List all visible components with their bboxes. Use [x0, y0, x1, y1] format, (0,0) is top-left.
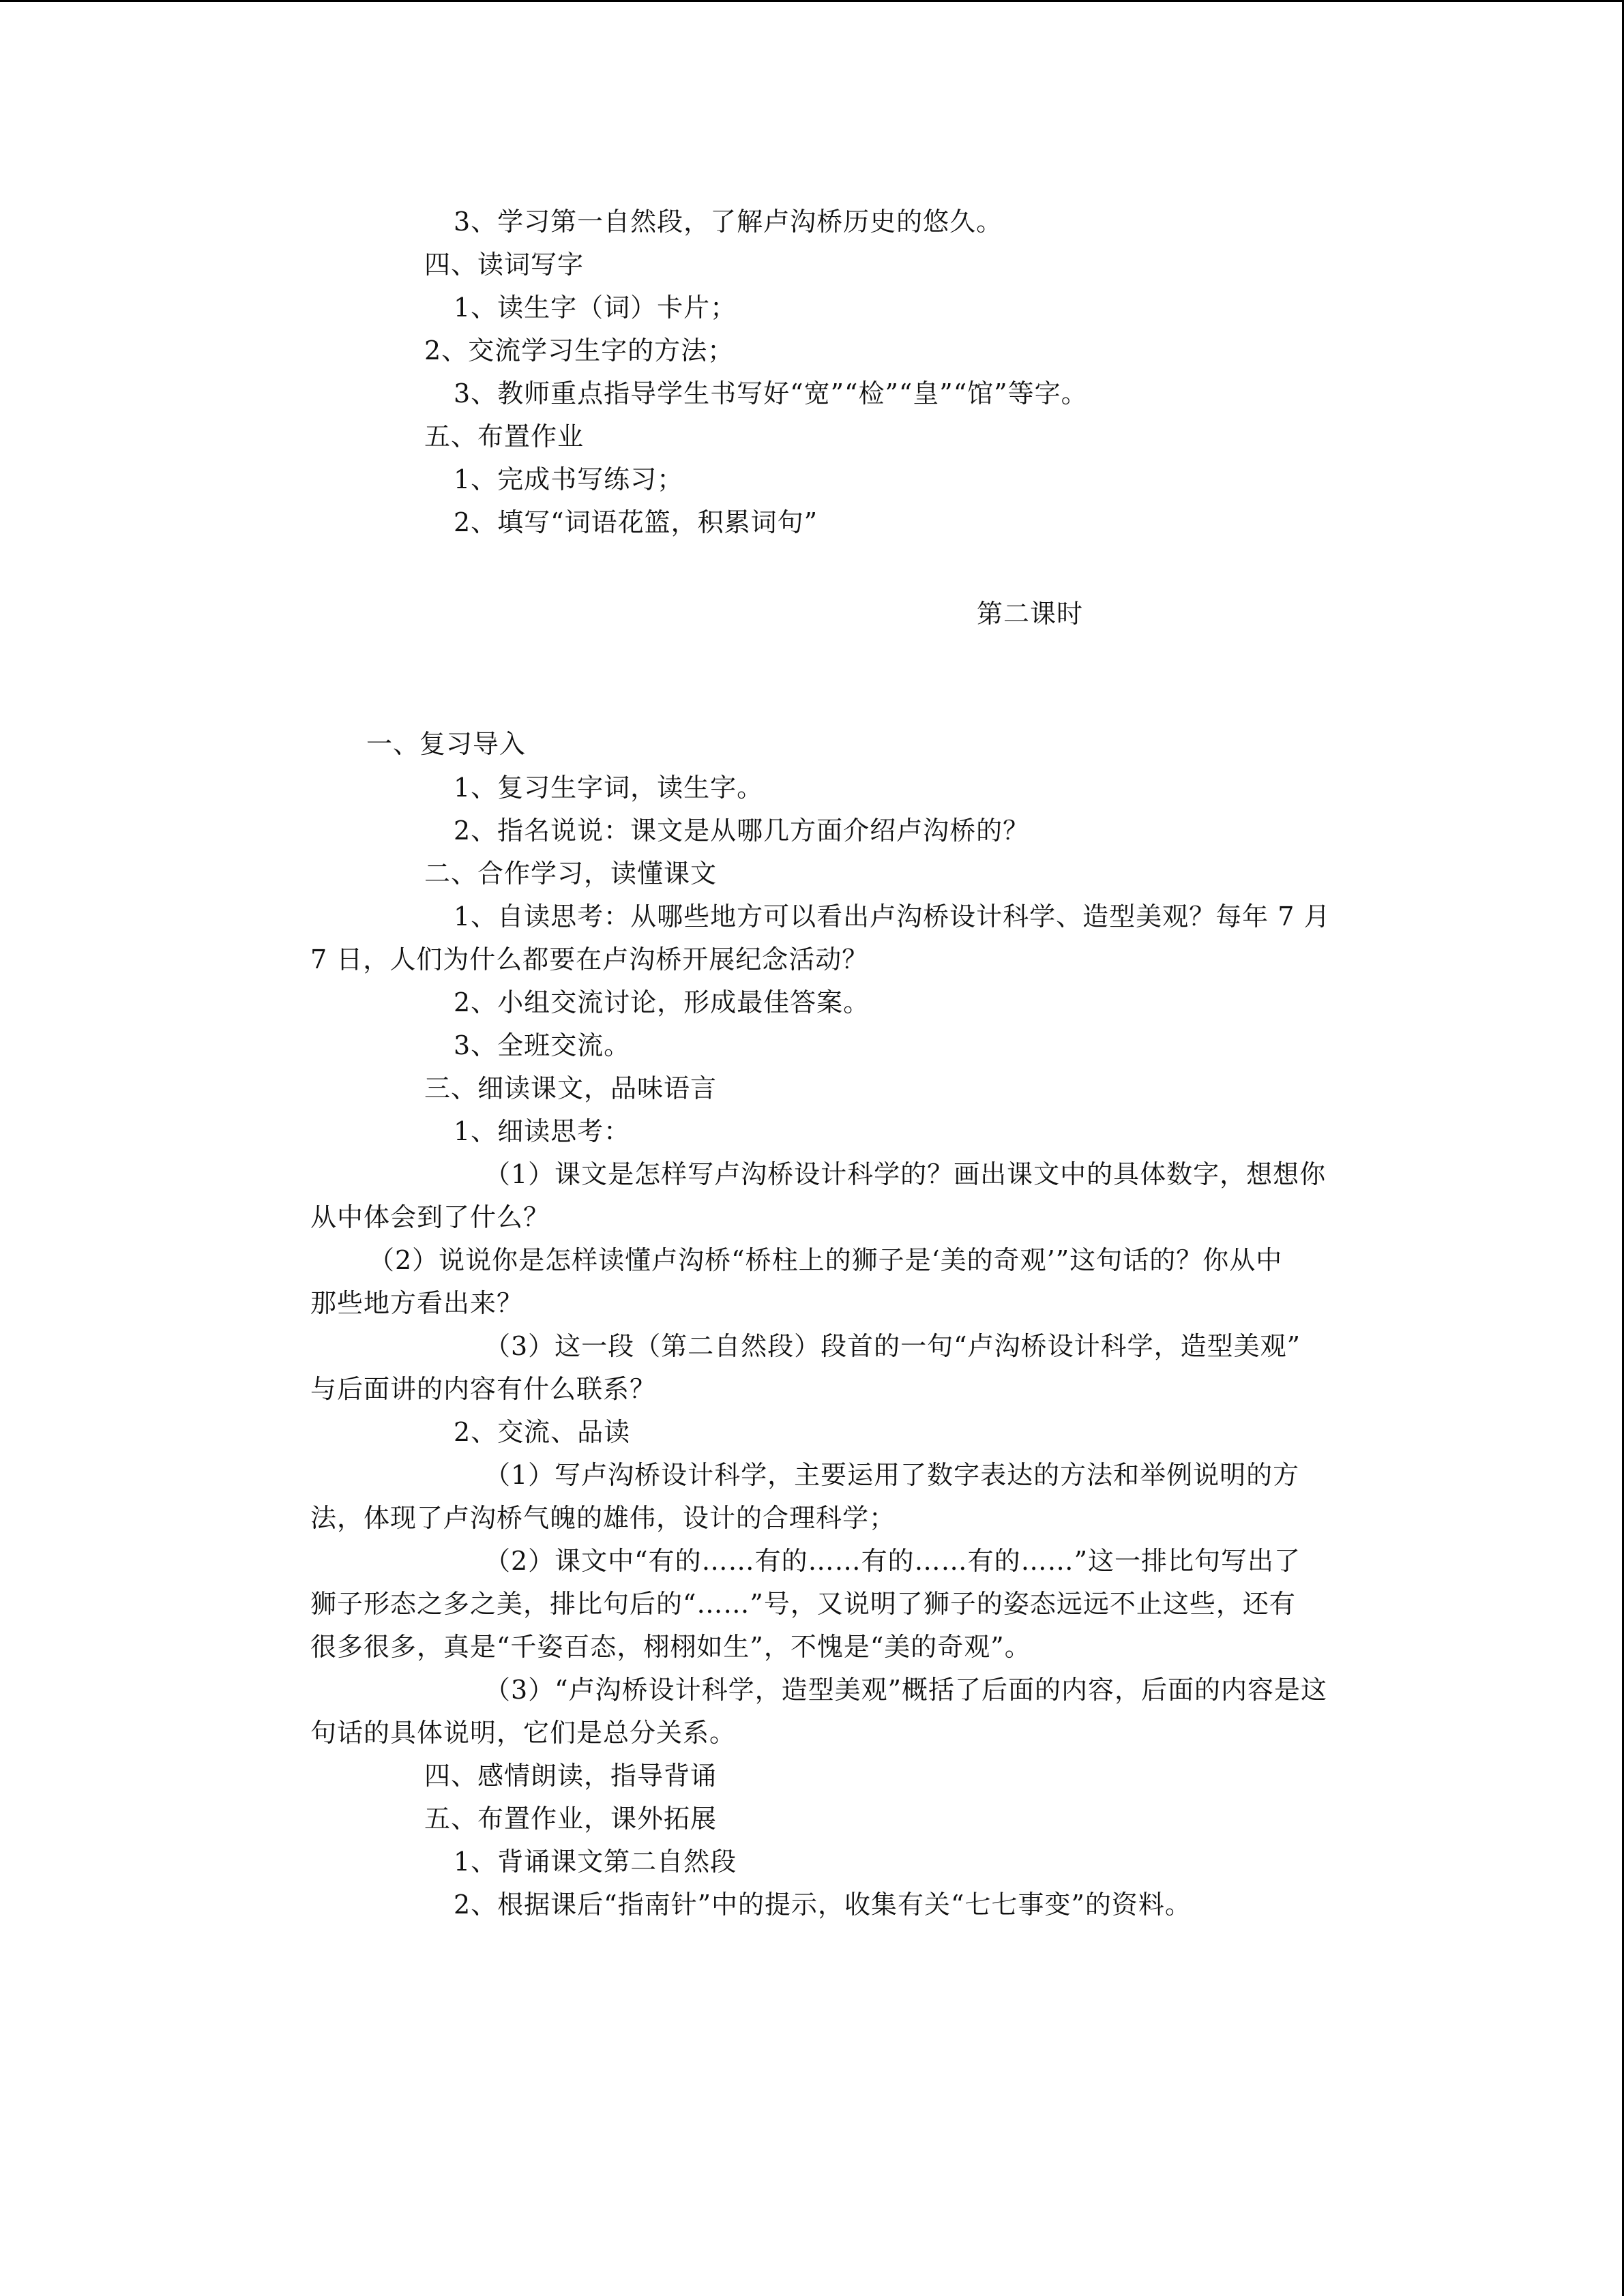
section-heading: 四、读词写字 — [424, 250, 585, 280]
text-line: 2、交流、品读 — [454, 1417, 631, 1447]
text-line: 那些地方看出来？ — [310, 1288, 524, 1318]
text-line: （3）“卢沟桥设计科学，造型美观”概括了后面的内容，后面的内容是这 — [484, 1675, 1328, 1705]
page-top-border — [0, 0, 1624, 2]
text-line: 2、填写“词语花篮，积累词句” — [454, 507, 818, 537]
lesson-title: 第二课时 — [977, 599, 1084, 629]
text-line: 3、教师重点指导学生书写好“宽”“检”“皇”“馆”等字。 — [454, 378, 1088, 408]
section-heading: 四、感情朗读，指导背诵 — [424, 1761, 718, 1791]
text-line: 3、全班交流。 — [454, 1030, 631, 1060]
text-line: 1、细读思考： — [454, 1116, 631, 1146]
text-line: 2、交流学习生字的方法； — [424, 336, 735, 366]
text-line: 7 日，人们为什么都要在卢沟桥开展纪念活动？ — [310, 944, 869, 974]
text-line: 2、指名说说：课文是从哪几方面介绍卢沟桥的？ — [454, 816, 1030, 846]
text-line: 句话的具体说明，它们是总分关系。 — [310, 1718, 737, 1748]
text-line: 1、复习生字词，读生字。 — [454, 773, 764, 803]
text-line: 1、完成书写练习； — [454, 464, 684, 494]
text-line: 3、学习第一自然段，了解卢沟桥历史的悠久。 — [454, 207, 1003, 237]
section-heading: 二、合作学习，读懂课文 — [424, 859, 718, 889]
text-line: 2、根据课后“指南针”中的提示，收集有关“七七事变”的资料。 — [454, 1890, 1192, 1920]
text-line: （1）课文是怎样写卢沟桥设计科学的？画出课文中的具体数字，想想你 — [484, 1159, 1327, 1189]
text-line: （2）课文中“有的……有的……有的……有的……”这一排比句写出了 — [484, 1546, 1301, 1576]
text-line: 1、读生字（词）卡片； — [454, 293, 737, 323]
text-line: 从中体会到了什么？ — [310, 1202, 550, 1232]
text-line: （3）这一段（第二自然段）段首的一句“卢沟桥设计科学，造型美观” — [484, 1331, 1301, 1361]
text-line: 1、自读思考：从哪些地方可以看出卢沟桥设计科学、造型美观？每年 7 月 — [454, 901, 1331, 931]
section-heading: 一、复习导入 — [366, 729, 527, 759]
section-heading: 三、细读课文，品味语言 — [424, 1073, 718, 1103]
section-heading: 五、布置作业，课外拓展 — [424, 1804, 718, 1834]
text-line: 2、小组交流讨论，形成最佳答案。 — [454, 987, 870, 1017]
text-line: （2）说说你是怎样读懂卢沟桥“桥柱上的狮子是‘美的奇观’”这句话的？你从中 — [368, 1245, 1283, 1275]
section-heading: 五、布置作业 — [424, 421, 585, 451]
text-line: 与后面讲的内容有什么联系？ — [310, 1374, 657, 1404]
text-line: 法，体现了卢沟桥气魄的雄伟，设计的合理科学； — [310, 1503, 896, 1533]
text-line: 1、背诵课文第二自然段 — [454, 1847, 737, 1877]
text-line: 狮子形态之多之美，排比句后的“……”号，又说明了狮子的姿态远远不止这些，还有 — [310, 1589, 1296, 1619]
text-line: （1）写卢沟桥设计科学，主要运用了数字表达的方法和举例说明的方 — [484, 1460, 1300, 1490]
text-line: 很多很多，真是“千姿百态，栩栩如生”，不愧是“美的奇观”。 — [310, 1632, 1031, 1662]
